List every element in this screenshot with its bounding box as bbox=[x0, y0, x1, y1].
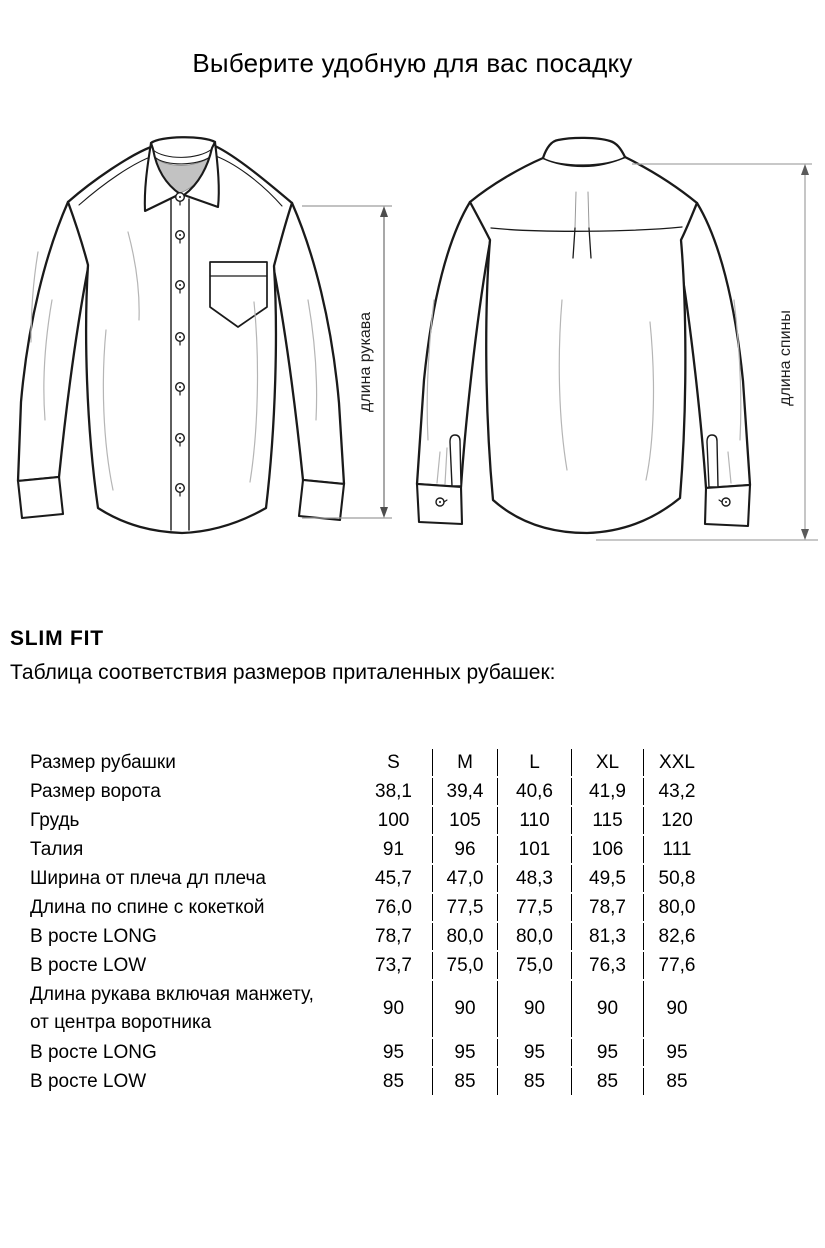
cell-value: 95 bbox=[643, 1039, 710, 1066]
fit-heading: SLIM FIT bbox=[10, 627, 104, 650]
size-col-xl: XL bbox=[571, 749, 643, 776]
row-label: В росте LONG bbox=[30, 925, 157, 947]
cell-value: 85 bbox=[432, 1068, 497, 1095]
row-label bbox=[30, 981, 355, 1037]
cell-value: 77,6 bbox=[643, 952, 710, 979]
table-row-sleeve-length bbox=[30, 981, 710, 1037]
back-body bbox=[470, 157, 697, 533]
cell-value: 50,8 bbox=[643, 865, 710, 892]
cell-value: 76,0 bbox=[375, 896, 412, 918]
row-label-line-1: Длина рукава включая манжету, bbox=[30, 984, 314, 1005]
table-row-chest bbox=[30, 807, 710, 834]
cell-value: 77,5 bbox=[432, 894, 497, 921]
table-row-collar bbox=[30, 778, 710, 805]
row-label: Длина по спине с кокеткой bbox=[30, 896, 265, 918]
size-guide-page bbox=[0, 48, 825, 1248]
back-left-sleeve-placket bbox=[450, 435, 461, 486]
cell-value: 100 bbox=[377, 809, 410, 831]
cell-value: 80,0 bbox=[643, 894, 710, 921]
cell-value: 95 bbox=[571, 1039, 643, 1066]
cell-value: 47,0 bbox=[432, 865, 497, 892]
cell-value: 106 bbox=[571, 836, 643, 863]
cell-value: 38,1 bbox=[375, 780, 412, 802]
size-col-l: L bbox=[497, 749, 571, 776]
cell-value: 49,5 bbox=[571, 865, 643, 892]
cell-value: 75,0 bbox=[432, 952, 497, 979]
cell-value: 115 bbox=[571, 807, 643, 834]
cell-value: 82,6 bbox=[643, 923, 710, 950]
cell-value: 43,2 bbox=[643, 778, 710, 805]
size-table bbox=[30, 747, 710, 1097]
row-label: Размер рубашки bbox=[30, 751, 176, 773]
front-left-sleeve bbox=[18, 202, 91, 481]
cell-value: 76,3 bbox=[571, 952, 643, 979]
row-label: В росте LOW bbox=[30, 1070, 147, 1092]
cell-value: 111 bbox=[643, 836, 710, 863]
sleeve-length-label: длина рукава bbox=[357, 312, 374, 412]
cell-value: 39,4 bbox=[432, 778, 497, 805]
cell-value: 80,0 bbox=[497, 923, 571, 950]
cell-value: 41,9 bbox=[571, 778, 643, 805]
cell-value: 85 bbox=[643, 1068, 710, 1095]
shirt-diagrams-svg bbox=[0, 115, 825, 615]
cell-value: 85 bbox=[571, 1068, 643, 1095]
row-label: В росте LONG bbox=[30, 1041, 157, 1063]
cell-value: 90 bbox=[497, 981, 571, 1037]
shirt-diagrams bbox=[0, 115, 825, 615]
cell-value: 90 bbox=[432, 981, 497, 1037]
cell-value: 90 bbox=[643, 981, 710, 1037]
cell-value: 90 bbox=[571, 981, 643, 1037]
front-right-sleeve bbox=[271, 203, 344, 484]
cell-value: 81,3 bbox=[571, 923, 643, 950]
shirt-back-drawing bbox=[417, 138, 750, 533]
page-title: Выберите удобную для вас посадку bbox=[192, 48, 633, 78]
back-length-label: длина спины bbox=[777, 310, 794, 406]
cell-value: 95 bbox=[432, 1039, 497, 1066]
cell-value: 95 bbox=[497, 1039, 571, 1066]
cell-value: 95 bbox=[382, 1041, 405, 1063]
cell-value: 85 bbox=[382, 1070, 405, 1092]
table-row-height-low bbox=[30, 952, 710, 979]
back-length-arrowhead-top bbox=[801, 164, 809, 175]
table-row-sleeve-height-long bbox=[30, 1039, 710, 1066]
cell-value: 90 bbox=[382, 998, 405, 1019]
shirt-front-drawing bbox=[18, 137, 344, 533]
cell-value: 75,0 bbox=[497, 952, 571, 979]
cell-value: 48,3 bbox=[497, 865, 571, 892]
sleeve-length-arrowhead-top bbox=[380, 206, 388, 217]
size-col-xxl: XXL bbox=[643, 749, 710, 776]
table-row-shoulder-width bbox=[30, 865, 710, 892]
cell-value: 78,7 bbox=[571, 894, 643, 921]
cell-value: 101 bbox=[497, 836, 571, 863]
size-table-header-row bbox=[30, 749, 710, 776]
cell-value: 85 bbox=[497, 1068, 571, 1095]
size-col-s: S bbox=[387, 751, 400, 773]
cell-value: 40,6 bbox=[497, 778, 571, 805]
table-row-waist bbox=[30, 836, 710, 863]
cell-value: 96 bbox=[432, 836, 497, 863]
cell-value: 78,7 bbox=[375, 925, 412, 947]
back-length-arrowhead-bottom bbox=[801, 529, 809, 540]
cell-value: 77,5 bbox=[497, 894, 571, 921]
row-label: Ширина от плеча дл плеча bbox=[30, 867, 266, 889]
size-col-m: M bbox=[432, 749, 497, 776]
table-row-sleeve-height-low bbox=[30, 1068, 710, 1095]
sleeve-length-arrowhead-bottom bbox=[380, 507, 388, 518]
cell-value: 110 bbox=[497, 807, 571, 834]
table-row-back-length-yoke bbox=[30, 894, 710, 921]
front-left-cuff bbox=[18, 477, 63, 518]
back-right-sleeve-placket bbox=[707, 435, 718, 487]
cell-value: 80,0 bbox=[432, 923, 497, 950]
row-label: Талия bbox=[30, 838, 84, 860]
cell-value: 91 bbox=[382, 838, 405, 860]
table-row-height-long bbox=[30, 923, 710, 950]
cell-value: 73,7 bbox=[375, 954, 412, 976]
cell-value: 105 bbox=[432, 807, 497, 834]
row-label: Размер ворота bbox=[30, 780, 161, 802]
row-label: Грудь bbox=[30, 809, 80, 831]
row-label: В росте LOW bbox=[30, 954, 147, 976]
row-label-line-2: от центра воротника bbox=[30, 1012, 212, 1033]
cell-value: 120 bbox=[643, 807, 710, 834]
front-right-cuff bbox=[299, 480, 344, 520]
table-intro-text: Таблица соответствия размеров приталенных рубашек: bbox=[10, 661, 556, 684]
cell-value: 45,7 bbox=[375, 867, 412, 889]
